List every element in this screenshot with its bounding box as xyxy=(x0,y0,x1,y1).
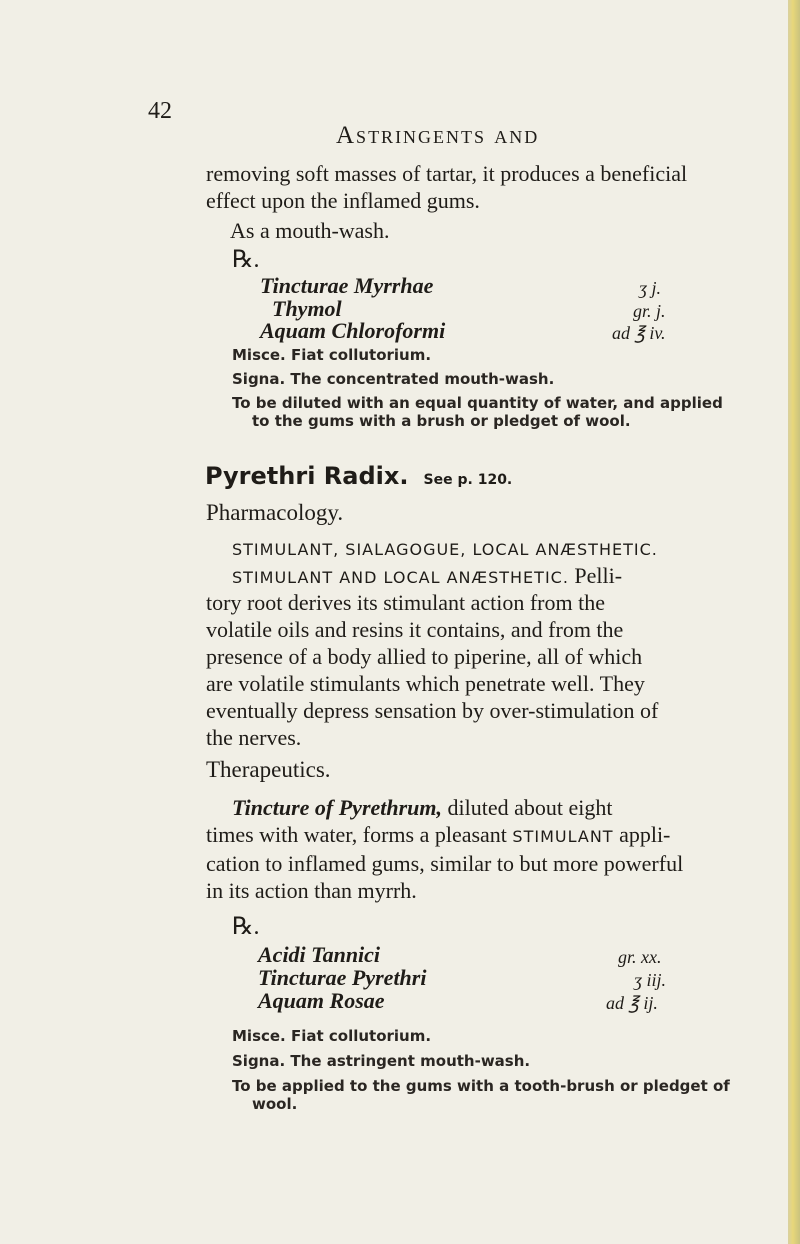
pharm-caps: STIMULANT AND LOCAL ANÆSTHETIC. xyxy=(232,568,569,587)
rx1-ingredient-dose: gr. j. xyxy=(633,301,666,321)
pharmacology-paragraph xyxy=(232,562,622,591)
running-header: Astringents and xyxy=(336,122,540,149)
intro-paragraph xyxy=(206,160,687,214)
ther-caps: STIMULANT xyxy=(512,827,614,846)
therapeutics-line-1 xyxy=(232,794,613,821)
pharm-line: volatile oils and resins it contains, and from the xyxy=(206,617,624,642)
section-ref: See p. 120. xyxy=(423,472,513,488)
rx2-ingredient-dose: gr. xx. xyxy=(618,947,662,967)
rx2-ingredient-dose: ad ℥ ij. xyxy=(606,993,658,1013)
rx-symbol: ℞. xyxy=(232,914,260,940)
section-title: Pyrethri Radix. xyxy=(205,462,409,490)
pharm-line xyxy=(232,562,622,591)
rx2-ingredient-name: Acidi Tannici xyxy=(258,942,381,967)
section-heading xyxy=(205,462,512,490)
rx1-misce: Misce. Fiat collutorium. xyxy=(232,346,432,364)
tincture-name: Tincture of Pyrethrum, xyxy=(232,795,443,820)
ther-text: diluted about eight xyxy=(442,795,613,820)
pharmacology-paragraph-cont xyxy=(206,589,658,751)
page-number: 42 xyxy=(148,98,172,124)
pharm-line: tory root derives its stimulant action from the xyxy=(206,590,605,615)
rx1-ingredient-name: Thymol xyxy=(272,296,342,321)
therapeutics-heading: Therapeutics. xyxy=(206,757,331,782)
pharmacology-properties: STIMULANT, SIALAGOGUE, LOCAL ANÆSTHETIC. xyxy=(232,540,658,559)
rx2-signa: Signa. The astringent mouth-wash. xyxy=(232,1052,531,1070)
therapeutics-paragraph xyxy=(206,821,683,904)
rx1-ingredient-dose: ad ℥ iv. xyxy=(612,323,666,343)
ther-line: in its action than myrrh. xyxy=(206,878,417,903)
rx2-directions xyxy=(232,1077,730,1113)
rx1-ingredient-dose: ʒ j. xyxy=(639,278,661,298)
pharmacology-heading: Pharmacology. xyxy=(206,500,344,525)
pharm-line: presence of a body allied to piperine, all of which xyxy=(206,644,643,669)
rx1-directions xyxy=(232,394,723,430)
pharm-text: Pelli- xyxy=(568,563,623,588)
rx2-misce: Misce. Fiat collutorium. xyxy=(232,1027,432,1045)
mouthwash-heading: As a mouth-wash. xyxy=(230,218,390,243)
ther-line xyxy=(206,821,683,850)
pharm-line: the nerves. xyxy=(206,725,302,750)
rx1-signa: Signa. The concentrated mouth-wash. xyxy=(232,370,555,388)
rx2-direction-line: To be applied to the gums with a tooth-brush or pledget of xyxy=(232,1077,730,1095)
ther-text: times with water, forms a pleasant xyxy=(206,822,513,847)
ther-line: cation to inflamed gums, similar to but more powerful xyxy=(206,851,684,876)
intro-line: removing soft masses of tartar, it produces a beneficial xyxy=(206,161,688,186)
rx1-direction-line: to the gums with a brush or pledget of wool. xyxy=(252,412,631,430)
rx2-ingredient-dose: ʒ iij. xyxy=(634,970,666,990)
ther-text: appli- xyxy=(613,822,671,847)
rx2-ingredient-name: Tincturae Pyrethri xyxy=(258,965,427,990)
rx1-ingredient-name: Aquam Chloroformi xyxy=(260,318,446,343)
pharm-line: eventually depress sensation by over-stimulation of xyxy=(206,698,659,723)
rx1-direction-line: To be diluted with an equal quantity of water, and applied xyxy=(232,394,723,412)
page-edge xyxy=(788,0,800,1244)
pharm-line: are volatile stimulants which penetrate well. They xyxy=(206,671,645,696)
intro-line: effect upon the inflamed gums. xyxy=(206,188,480,213)
rx-symbol: ℞. xyxy=(232,247,260,273)
rx1-ingredient-name: Tincturae Myrrhae xyxy=(260,273,434,298)
rx2-direction-line: wool. xyxy=(252,1095,298,1113)
rx2-ingredient-name: Aquam Rosae xyxy=(258,988,385,1013)
